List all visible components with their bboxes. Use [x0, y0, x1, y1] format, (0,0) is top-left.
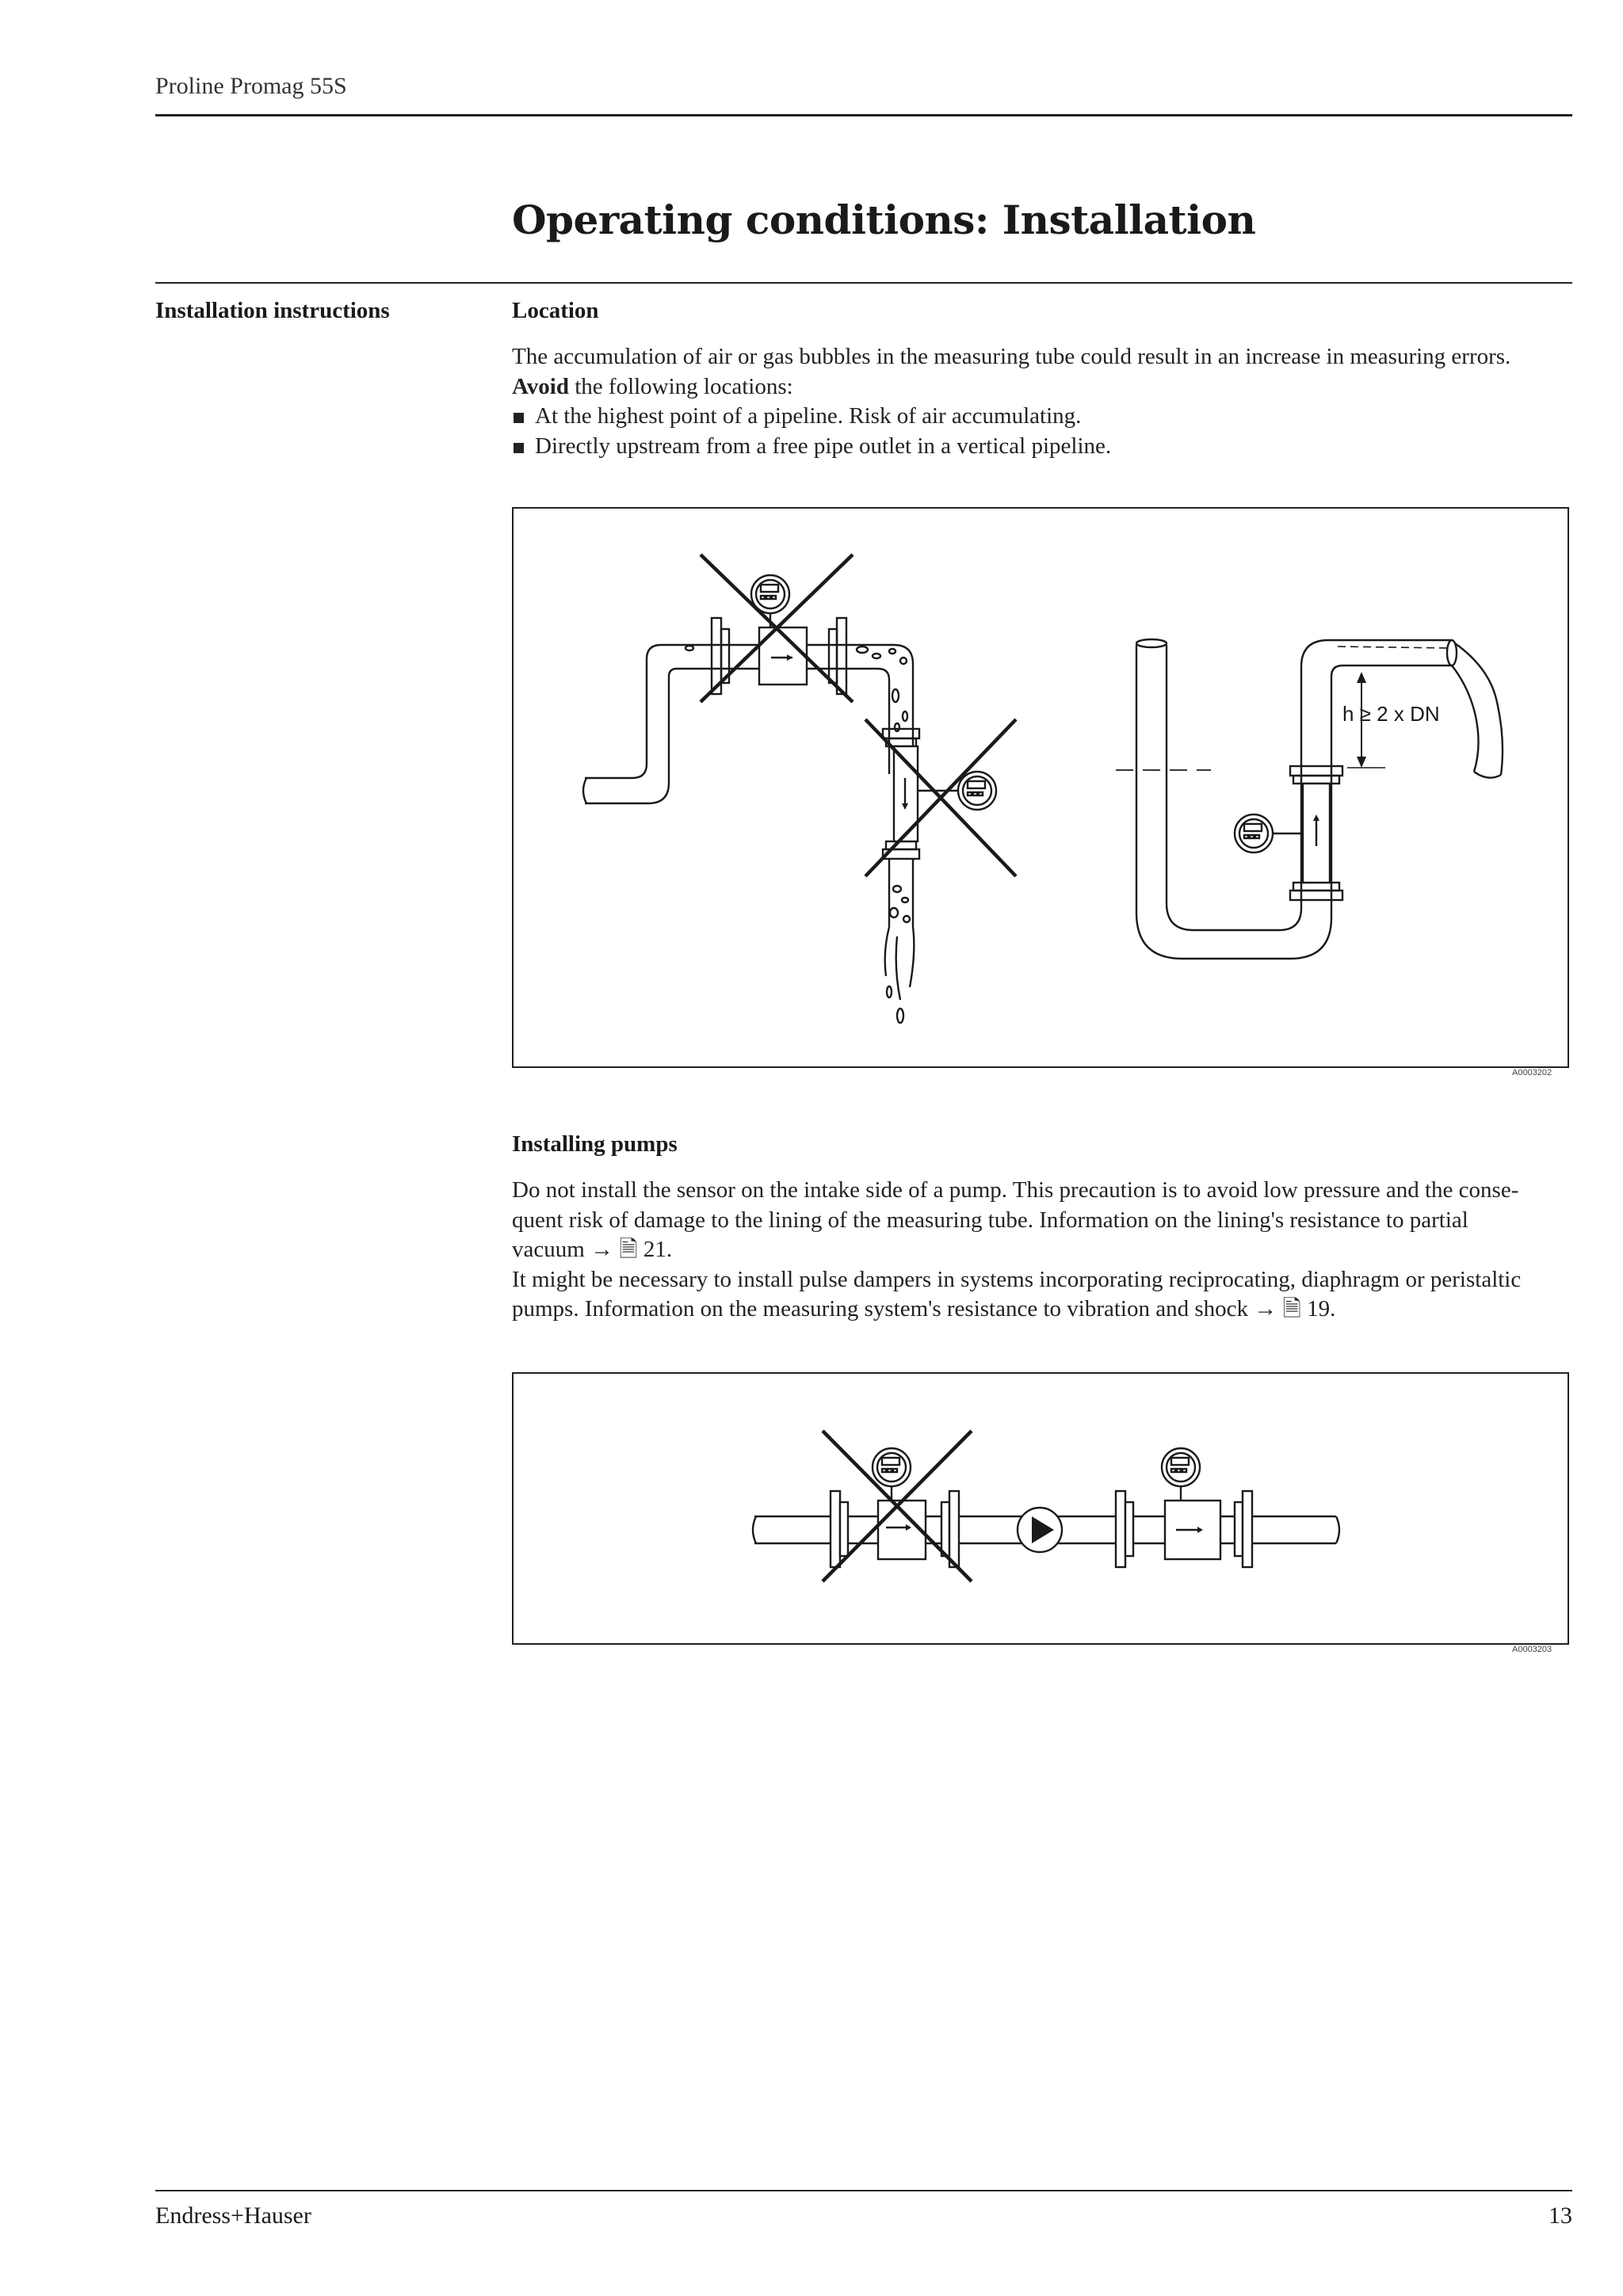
page-ref-number: 19. — [1307, 1296, 1336, 1322]
location-heading: Location — [512, 298, 599, 323]
pumps-p1-line1: Do not install the sensor on the intake side of a pump. This precaution is to avoid low pressure and the conse- — [512, 1177, 1519, 1203]
height-label: h ≥ 2 x DN — [1342, 702, 1440, 726]
section-rule — [155, 282, 1572, 284]
bullet-square-icon — [514, 443, 524, 453]
location-text — [512, 342, 1574, 461]
ref-text: vacuum → — [512, 1237, 620, 1262]
avoid-rest: the following locations: — [568, 373, 793, 399]
location-diagram — [514, 509, 1568, 1066]
pumps-p2-line1: It might be necessary to install pulse dampers in systems incorporating reciprocating, diaphragm or peristaltic — [512, 1266, 1522, 1292]
page-ref-number: 21. — [643, 1237, 673, 1262]
figure-id-1: A0003202 — [1512, 1068, 1552, 1077]
free-outlet-pipeline — [1116, 639, 1503, 959]
page-title: Operating conditions: Installation — [512, 196, 1256, 243]
header-product-name: Proline Promag 55S — [155, 73, 347, 99]
pumps-p2-line2 — [512, 1295, 1574, 1325]
location-intro: The accumulation of air or gas bubbles in the measuring tube could result in an increase in measuring errors. — [512, 344, 1511, 369]
high-point-pipeline — [583, 555, 1016, 1023]
pumps-p1-line3 — [512, 1235, 1574, 1265]
header-rule — [155, 114, 1572, 116]
side-label: Installation instructions — [155, 298, 390, 323]
page-ref-icon: 🗎 — [1282, 1296, 1301, 1322]
avoid-line — [512, 372, 1574, 402]
footer-rule — [155, 2190, 1572, 2191]
location-figure — [512, 507, 1569, 1068]
avoid-bold: Avoid — [512, 373, 569, 399]
bullet-square-icon — [514, 413, 524, 423]
pumps-figure — [512, 1372, 1569, 1645]
pump-diagram — [514, 1374, 1568, 1643]
pumps-p1-line2: quent risk of damage to the lining of the measuring tube. Information on the lining's resistance to partial — [512, 1207, 1468, 1233]
ref-text: pumps. Information on the measuring system's resistance to vibration and shock → — [512, 1296, 1283, 1322]
bullet-item — [512, 432, 1574, 462]
pumps-heading: Installing pumps — [512, 1131, 678, 1157]
bullet-item — [512, 402, 1574, 432]
bullet-text: At the highest point of a pipeline. Risk of air accumulating. — [535, 403, 1082, 429]
bullet-text: Directly upstream from a free pipe outlet in a vertical pipeline. — [535, 433, 1112, 459]
figure-id-2: A0003203 — [1512, 1645, 1552, 1654]
footer-company: Endress+Hauser — [155, 2203, 311, 2229]
pumps-text — [512, 1176, 1574, 1325]
page-ref-icon: 🗎 — [619, 1237, 638, 1262]
footer-page-number: 13 — [1549, 2203, 1572, 2229]
